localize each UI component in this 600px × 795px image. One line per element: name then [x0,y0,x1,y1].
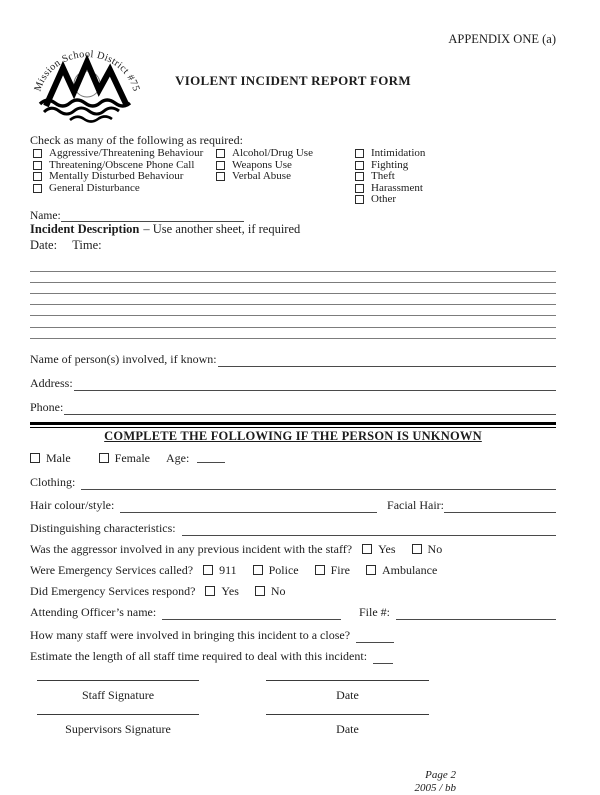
section-divider [30,422,556,428]
checkbox-label: Theft [371,170,395,183]
facial-hair-label: Facial Hair: [387,497,444,512]
checkbox-ambulance[interactable] [366,563,437,578]
officer-row [30,605,556,620]
checkbox-label: Fighting [371,158,409,171]
checkbox-label: Male [46,450,71,465]
emergency-respond-row [30,584,556,599]
sex-age-row [30,451,556,466]
distinguishing-blank[interactable] [182,524,556,536]
hair-blank[interactable] [120,501,377,513]
supervisor-date-label: Date [336,721,359,736]
staff-signature-block [37,680,199,703]
staff-signature-line[interactable] [37,680,199,681]
incident-description-line[interactable] [30,328,556,339]
phone-label: Phone: [30,399,64,414]
checkbox-label: Yes [221,583,239,598]
checkbox-icon [255,586,265,596]
checkbox-icon [355,149,364,158]
supervisor-signature-row [30,714,556,737]
supervisor-signature-line[interactable] [37,714,199,715]
checkbox-alcohol-drug-use[interactable] [213,148,352,160]
checkbox-label: Other [371,193,397,206]
checkbox-label: 911 [219,562,237,577]
persons-involved-blank[interactable] [218,355,556,367]
previous-incident-question: Was the aggressor involved in any previous incident with the staff? [30,541,353,556]
staff-signature-row [30,680,556,703]
emergency-respond-question: Did Emergency Services respond? [30,583,196,598]
checkbox-intimidation[interactable] [352,148,556,160]
checklist-column-2 [213,148,352,183]
staff-time-question: Estimate the length of all staff time required to deal with this incident: [30,648,368,663]
emergency-called-row [30,563,556,578]
name-field-blank[interactable] [61,210,244,222]
checkbox-icon [355,161,364,170]
clothing-label: Clothing: [30,474,76,489]
checkbox-fire[interactable] [315,563,350,578]
logo-wave-icon [70,117,112,122]
distinguishing-row [30,521,556,536]
checkbox-respond-yes[interactable] [205,584,238,599]
facial-hair-blank[interactable] [444,501,556,513]
supervisor-date-line[interactable] [266,714,429,715]
phone-row [30,400,556,415]
supervisor-date-block [266,714,429,737]
address-label: Address: [30,375,73,390]
address-row [30,376,556,391]
logo-wave-icon [40,100,130,106]
incident-description-note: – Use another sheet, if required [143,221,301,236]
checkbox-911[interactable] [203,563,237,578]
checkbox-label: Alcohol/Drug Use [232,147,313,160]
checkbox-mentally-disturbed[interactable] [30,171,213,183]
checklist-instruction: Check as many of the following as required: [30,133,243,147]
checkbox-icon [355,195,364,204]
page-footer [30,769,556,795]
datetime-row [30,238,556,253]
staff-signature-label: Staff Signature [81,687,155,702]
page-title: VIOLENT INCIDENT REPORT FORM [175,73,411,88]
checkbox-respond-no[interactable] [255,584,286,599]
name-row [30,210,556,222]
address-blank[interactable] [74,379,556,391]
checkbox-icon [355,172,364,181]
checkbox-icon [412,544,422,554]
emergency-called-question: Were Emergency Services called? [30,562,194,577]
staff-date-label: Date [336,687,359,702]
phone-blank[interactable] [64,403,556,415]
officer-label: Attending Officer’s name: [30,604,157,619]
logo-wave-icon [44,108,119,114]
clothing-blank[interactable] [81,478,556,490]
staff-date-line[interactable] [266,680,429,681]
checkbox-icon [253,565,263,575]
unknown-person-heading: COMPLETE THE FOLLOWING IF THE PERSON IS UNKNOWN [104,428,482,443]
date-label: Date: [30,237,58,252]
checkbox-female[interactable] [99,451,150,466]
incident-description-line[interactable] [30,316,556,327]
supervisor-signature-block [37,714,199,737]
appendix-label: APPENDIX ONE (a) [448,32,556,46]
checkbox-icon [33,149,42,158]
checkbox-icon [33,172,42,181]
checkbox-aggressive-behaviour[interactable] [30,148,213,160]
checklist-grid [30,148,556,206]
checkbox-general-disturbance[interactable] [30,183,213,195]
checkbox-label: Threatening/Obscene Phone Call [49,158,195,171]
checkbox-label: Police [268,562,299,577]
age-blank[interactable] [197,453,225,463]
checkbox-label: Mentally Disturbed Behaviour [49,170,184,183]
age-label: Age: [165,450,190,465]
checkbox-label: Intimidation [371,147,426,160]
checkbox-icon [216,172,225,181]
incident-description-area [30,261,556,339]
checkbox-icon [30,453,40,463]
distinguishing-label: Distinguishing characteristics: [30,520,176,535]
page-number: Page 2 [425,768,456,781]
checkbox-icon [216,161,225,170]
persons-involved-label: Name of person(s) involved, if known: [30,351,217,366]
checkbox-icon [205,586,215,596]
hair-label: Hair colour/style: [30,497,115,512]
checkbox-label: Female [114,450,150,465]
checkbox-male[interactable] [30,451,71,466]
logo-arc-text: Mission School District #75 [32,48,142,93]
checkbox-label: Verbal Abuse [232,170,291,183]
staff-count-blank[interactable] [356,633,394,643]
district-logo [30,38,144,130]
checkbox-label: Ambulance [381,562,438,577]
incident-description-line[interactable] [30,305,556,316]
checkbox-label: Yes [378,541,396,556]
staff-count-row [30,628,556,643]
checkbox-icon [216,149,225,158]
checkbox-icon [362,544,372,554]
file-number-blank[interactable] [396,608,556,620]
name-label: Name: [30,209,61,222]
checkbox-icon [33,184,42,193]
staff-time-row [30,649,556,664]
incident-description-line[interactable] [30,261,556,272]
checkbox-other[interactable] [352,194,556,206]
previous-incident-row [30,542,556,557]
checkbox-icon [203,565,213,575]
checkbox-label: General Disturbance [49,181,140,194]
officer-name-blank[interactable] [162,608,341,620]
staff-time-blank[interactable] [373,654,393,664]
persons-involved-row [30,352,556,367]
checkbox-label: Fire [330,562,350,577]
checkbox-label: No [270,583,286,598]
checkbox-icon [33,161,42,170]
checkbox-label: Weapons Use [232,158,292,171]
checkbox-theft[interactable] [352,171,556,183]
checkbox-label: No [427,541,443,556]
checkbox-icon [315,565,325,575]
checkbox-icon [366,565,376,575]
incident-description-line[interactable] [30,294,556,305]
checkbox-previous-yes[interactable] [362,542,395,557]
incident-description-line[interactable] [30,283,556,294]
hair-row [30,498,556,513]
checkbox-icon [355,184,364,193]
clothing-row [30,475,556,490]
checkbox-label: Aggressive/Threatening Behaviour [49,147,204,160]
checkbox-previous-no[interactable] [412,542,443,557]
incident-description-line[interactable] [30,272,556,283]
incident-description-heading [30,222,556,237]
checklist-column-1 [30,148,213,194]
checkbox-icon [99,453,109,463]
staff-count-question: How many staff were involved in bringing this incident to a close? [30,627,351,642]
footer-code: 2005 / bb [414,781,456,794]
supervisor-signature-label: Supervisors Signature [65,721,171,736]
staff-date-block [266,680,429,703]
checkbox-verbal-abuse[interactable] [213,171,352,183]
checkbox-label: Harassment [371,181,423,194]
checkbox-police[interactable] [253,563,299,578]
checklist-column-3 [352,148,556,206]
incident-description-label: Incident Description [30,221,140,236]
time-label: Time: [72,237,102,252]
file-number-label: File #: [358,604,390,619]
